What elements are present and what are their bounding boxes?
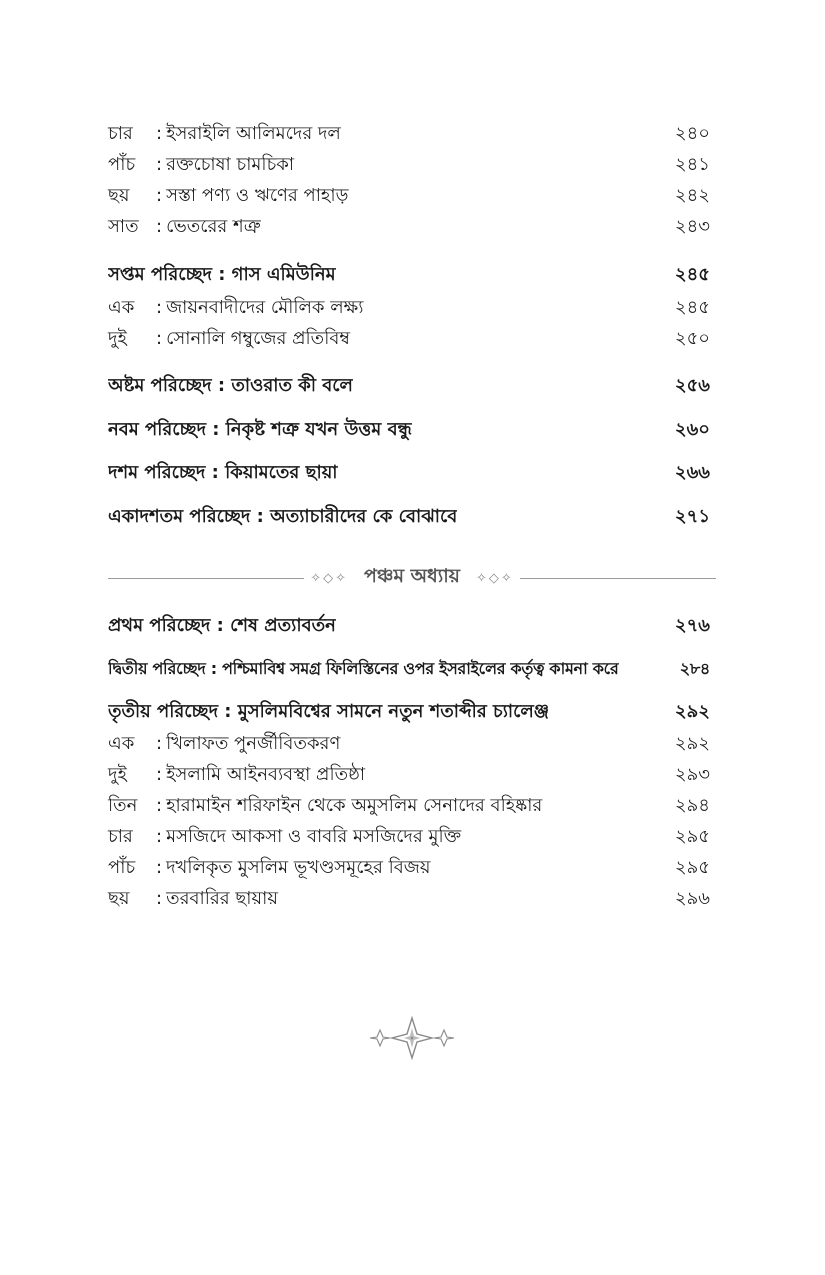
toc-entry[interactable] [108, 180, 710, 211]
entry-title: হারামাইন শরিফাইন থেকে অমুসলিম সেনাদের বহিষ্কার [166, 795, 543, 816]
diamond-ornament-icon: ✧◇✧ [476, 570, 514, 586]
entry-page: ২৫০ [674, 328, 710, 349]
toc-chapter-entry[interactable] [108, 696, 710, 727]
chapter-title: অষ্টম পরিচ্ছেদ : তাওরাত কী বলে [108, 375, 353, 396]
toc-chapter-entry[interactable] [108, 259, 710, 290]
toc-entry[interactable] [108, 790, 710, 821]
chapter-title: সপ্তম পরিচ্ছেদ : গাস এমিউনিম [108, 264, 336, 285]
toc-chapter-entry[interactable] [108, 414, 710, 445]
section-divider [108, 563, 716, 593]
chapter-page: ২৭৬ [674, 615, 710, 636]
entry-number: চার [108, 123, 133, 144]
toc-chapter-entry[interactable] [108, 610, 710, 641]
entry-page: ২৯৬ [674, 888, 710, 909]
toc-entry[interactable] [108, 149, 710, 180]
star-ornament-icon [362, 1016, 462, 1060]
chapter-title: নবম পরিচ্ছেদ : নিকৃষ্ট শত্রু যখন উত্তম বন্ধু [108, 419, 412, 440]
entry-page: ২৯৫ [674, 826, 710, 847]
entry-number: তিন [108, 795, 138, 816]
entry-separator: : [156, 328, 163, 349]
entry-title: সস্তা পণ্য ও ঋণের পাহাড় [166, 185, 349, 206]
entry-number: চার [108, 826, 133, 847]
entry-separator: : [156, 826, 163, 847]
toc-chapter-entry[interactable] [108, 653, 710, 684]
entry-separator: : [156, 154, 163, 175]
chapter-title: দশম পরিচ্ছেদ : কিয়ামতের ছায়া [108, 462, 338, 483]
entry-title: সোনালি গম্বুজের প্রতিবিম্ব [166, 328, 350, 349]
entry-page: ২৯৪ [674, 795, 710, 816]
chapter-page: ২৫৬ [674, 375, 710, 396]
entry-page: ২৪২ [674, 185, 710, 206]
entry-page: ২৯২ [674, 733, 710, 754]
entry-separator: : [156, 733, 163, 754]
entry-number: এক [108, 733, 135, 754]
entry-separator: : [156, 795, 163, 816]
entry-title: মসজিদে আকসা ও বাবরি মসজিদের মুক্তি [166, 826, 462, 847]
chapter-page: ২৪৫ [674, 264, 710, 285]
chapter-page: ২৮৪ [679, 659, 710, 678]
toc-subitems-group-3 [108, 728, 710, 914]
chapter-page: ২৭১ [674, 506, 710, 527]
entry-page: ২৯৫ [674, 857, 710, 878]
entry-number: ছয় [108, 888, 130, 909]
entry-page: ২৯৩ [674, 764, 710, 785]
entry-title: খিলাফত পুনর্জীবিতকরণ [166, 733, 341, 754]
entry-title: ইসরাইলি আলিমদের দল [166, 123, 341, 144]
entry-number: পাঁচ [108, 857, 136, 878]
entry-title: ভেতরের শত্রু [166, 216, 261, 237]
toc-chapter-entry[interactable] [108, 457, 710, 488]
toc-section5-chapter-3 [108, 696, 710, 727]
entry-title: তরবারির ছায়ায় [166, 888, 278, 909]
chapter-title: দ্বিতীয় পরিচ্ছেদ : পশ্চিমাবিশ্ব সমগ্র ফিলিস্তিনের ওপর ইসরাইলের কর্তৃত্ব কামনা করে [108, 659, 619, 678]
diamond-ornament-icon: ✧◇✧ [310, 570, 349, 586]
entry-separator: : [156, 123, 163, 144]
entry-title: রক্তচোষা চামচিকা [166, 154, 295, 175]
toc-entry[interactable] [108, 292, 710, 323]
entry-number: দুই [108, 328, 127, 349]
toc-chapter-entry[interactable] [108, 501, 710, 532]
chapter-page: ২৬৬ [674, 462, 710, 483]
toc-section5-chapter-1 [108, 610, 710, 641]
entry-number: এক [108, 297, 135, 318]
divider-rule-right [520, 578, 716, 579]
toc-chapter-entry[interactable] [108, 370, 710, 401]
divider-rule-left [108, 578, 304, 579]
entry-title: ইসলামি আইনব্যবস্থা প্রতিষ্ঠা [166, 764, 366, 785]
toc-chapter-7 [108, 259, 710, 290]
entry-page: ২৪৩ [674, 216, 710, 237]
entry-number: দুই [108, 764, 127, 785]
toc-chapter-10 [108, 457, 710, 488]
entry-page: ২৪৫ [674, 297, 710, 318]
toc-entry[interactable] [108, 323, 710, 354]
entry-number: সাত [108, 216, 139, 237]
toc-subitems-group-1 [108, 118, 710, 242]
toc-entry[interactable] [108, 211, 710, 242]
entry-separator: : [156, 216, 163, 237]
toc-entry[interactable] [108, 852, 710, 883]
toc-subitems-group-2 [108, 292, 710, 354]
entry-title: দখলিকৃত মুসলিম ভূখণ্ডসমূহের বিজয় [166, 857, 431, 878]
section-title: পঞ্চম অধ্যায় [364, 565, 460, 587]
entry-separator: : [156, 764, 163, 785]
entry-separator: : [156, 888, 163, 909]
chapter-title: প্রথম পরিচ্ছেদ : শেষ প্রত্যাবর্তন [108, 615, 336, 636]
toc-section5-chapter-2 [108, 653, 710, 684]
toc-entry[interactable] [108, 728, 710, 759]
chapter-page: ২৬০ [674, 419, 710, 440]
toc-chapter-9 [108, 414, 710, 445]
entry-title: জায়নবাদীদের মৌলিক লক্ষ্য [166, 297, 364, 318]
entry-separator: : [156, 297, 163, 318]
entry-page: ২৪০ [674, 123, 710, 144]
entry-number: পাঁচ [108, 154, 136, 175]
entry-page: ২৪১ [674, 154, 710, 175]
toc-entry[interactable] [108, 821, 710, 852]
entry-separator: : [156, 857, 163, 878]
toc-chapter-8 [108, 370, 710, 401]
toc-entry[interactable] [108, 759, 710, 790]
chapter-title: একাদশতম পরিচ্ছেদ : অত্যাচারীদের কে বোঝাবে [108, 506, 458, 527]
entry-separator: : [156, 185, 163, 206]
toc-entry[interactable] [108, 883, 710, 914]
toc-chapter-11 [108, 501, 710, 532]
toc-entry[interactable] [108, 118, 710, 149]
entry-number: ছয় [108, 185, 130, 206]
chapter-page: ২৯২ [674, 701, 710, 722]
chapter-title: তৃতীয় পরিচ্ছেদ : মুসলিমবিশ্বের সামনে নতুন শতাব্দীর চ্যালেঞ্জ [108, 701, 550, 722]
